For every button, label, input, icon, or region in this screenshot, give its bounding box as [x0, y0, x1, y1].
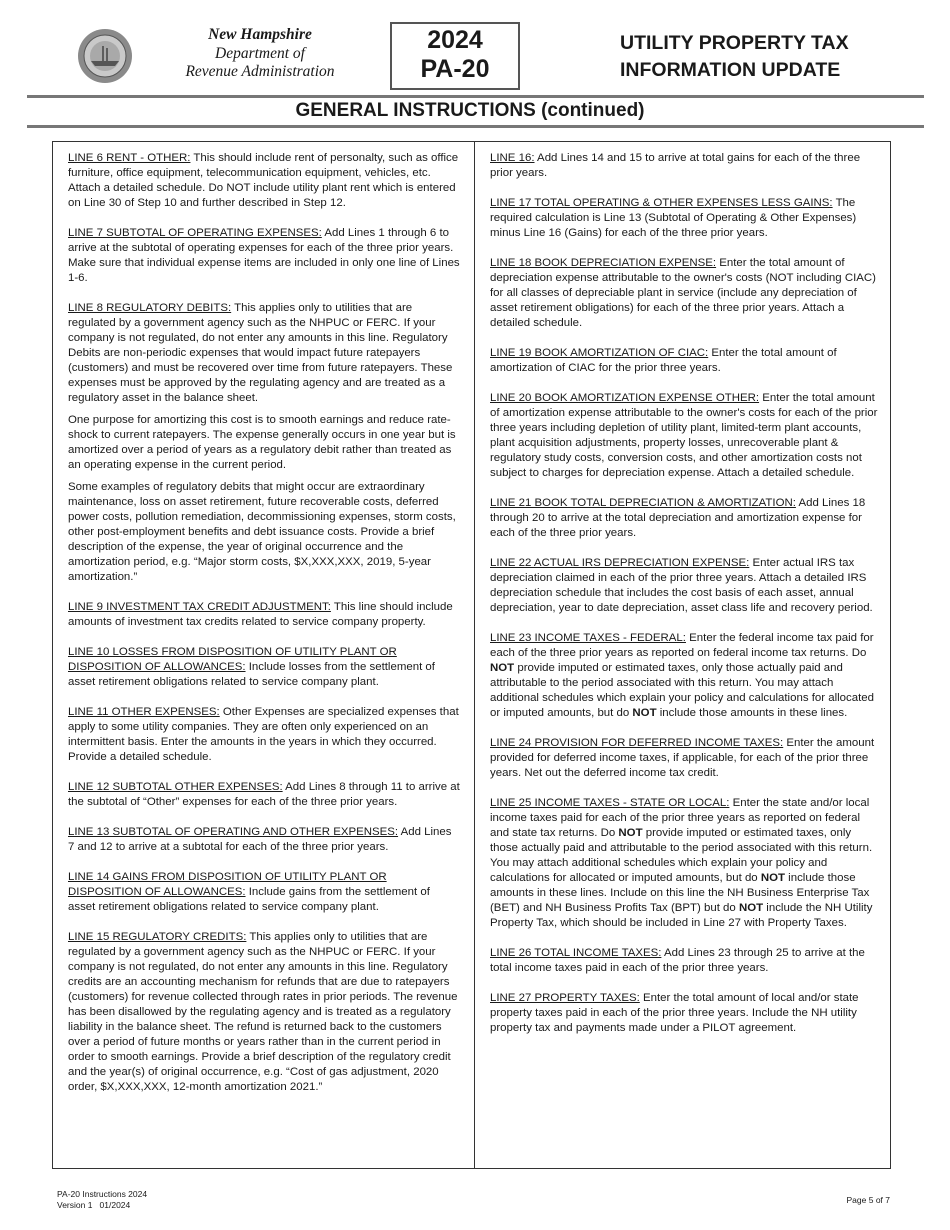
form-title-line-2: INFORMATION UPDATE: [620, 59, 841, 81]
section-heading: GENERAL INSTRUCTIONS (continued): [295, 100, 645, 121]
instruction-line-9: LINE 9 INVESTMENT TAX CREDIT ADJUSTMENT: This line should include amounts of investment tax credits related to service company property.: [68, 601, 453, 628]
agency-line-3: Revenue Administration: [185, 63, 335, 80]
instruction-line-24: LINE 24 PROVISION FOR DEFERRED INCOME TAXES: Enter the amount provided for deferred income taxes, if applicable, for each of the prior three years. Net out the deferred income tax credit.: [490, 737, 875, 779]
left-column: [68, 151, 460, 1110]
instruction-line-8-examples: Some examples of regulatory debits that might occur are extraordinary maintenance, loss on asset retirement, future recoverable costs, deferred power costs, pollution remediation, decommissioning expenses, storm costs, other post-employment benefits and debt issuance costs. Provide a brief description of the expense, the year of original occurrence and the amortization period, e.g. “Major storm costs, $X,XXX,XXX, 2019, 5-year amortization.”: [68, 481, 456, 583]
instruction-line-20: LINE 20 BOOK AMORTIZATION EXPENSE OTHER: Enter the total amount of amortization expense attributable to the owner's costs for each of the prior three years including depletion of utility plant, limited-term plant accounts, plant acquisition adjustments, property losses, unrecoverable plant & regulatory study costs, conversion costs, and other amortization costs not subject to charges for depreciation expense. Attach a detailed schedule.: [490, 392, 878, 479]
state-seal-icon: [77, 28, 133, 84]
instruction-line-14: LINE 14 GAINS FROM DISPOSITION OF UTILITY PLANT OR DISPOSITION OF ALLOWANCES: Include gains from the settlement of asset retirement obligations related to service company plant.: [68, 871, 430, 913]
instruction-line-18: LINE 18 BOOK DEPRECIATION EXPENSE: Enter the total amount of depreciation expense attributable to the owner's costs (NOT including CIAC) for all classes of depreciable plant in service (include any depreciation of asset retirement obligations) for each of the three prior years. Attach a detailed schedule.: [490, 257, 876, 329]
instruction-line-6: LINE 6 RENT - OTHER: This should include rent of personalty, such as office furniture, office equipment, telecommunication equipment, vehicles, etc. Attach a detailed schedule. Do NOT include utility plant rent which is entered on Line 30 of Step 10 and further described in Step 12.: [68, 152, 459, 209]
agency-line-1: New Hampshire: [208, 26, 312, 43]
instruction-line-22: LINE 22 ACTUAL IRS DEPRECIATION EXPENSE: Enter actual IRS tax depreciation claimed in each of the prior three years. Attach a detailed IRS depreciation schedule that includes the cost basis of each asset, annual depreciation, year to date depreciation, asset class life and recovery period.: [490, 557, 873, 614]
instruction-line-26: LINE 26 TOTAL INCOME TAXES: Add Lines 23 through 25 to arrive at the total income taxes paid in each of the prior three years.: [490, 947, 865, 974]
header-divider-bottom: [27, 125, 924, 128]
instruction-line-12: LINE 12 SUBTOTAL OTHER EXPENSES: Add Lines 8 through 11 to arrive at the subtotal of “Other” expenses for each of the three prior years.: [68, 781, 460, 808]
column-divider: [474, 141, 475, 1169]
instruction-line-11: LINE 11 OTHER EXPENSES: Other Expenses are specialized expenses that apply to some utility companies. They are often only experienced on an intermittent basis. Enter the amounts in the years in which they occurred. Provide a detailed schedule.: [68, 706, 459, 763]
instruction-line-8-purpose: One purpose for amortizing this cost is to smooth earnings and reduce rate-shock to current ratepayers. The expense generally occurs in one year but is amortized over a period of years as a regulatory debit rather than treated as an operating expense in the current period.: [68, 414, 456, 471]
instruction-line-8: LINE 8 REGULATORY DEBITS: This applies only to utilities that are regulated by a government agency such as the NHPUC or FERC. If your company is not regulated, do not enter any amounts in this line. Regulatory Debits are non-periodic expenses that would impact future ratepayers (customers) and must be recovered over time from future ratepayers. These expenses must be approved by the regulating agency and are treated as a regulatory asset in the balance sheet.: [68, 302, 453, 404]
page-number: Page 5 of 7: [846, 1195, 890, 1205]
instruction-line-25: LINE 25 INCOME TAXES - STATE OR LOCAL: Enter the state and/or local income taxes paid for each of the prior three years as reported on federal and state tax returns. Do NOT provide imputed or estimated taxes, only those actually paid and attributable to the period associated with this return. You may attach additional schedules which explain your policy and calculations for allocated or imputed amounts, but do NOT include those amounts in these lines. Include on this line the NH Business Enterprise Tax (BET) and NH Business Profits Tax (BPT) but do NOT include the NH Utility Property Tax, which should be included in Line 27 with Property Taxes.: [490, 797, 873, 929]
instruction-line-23: LINE 23 INCOME TAXES - FEDERAL: Enter the federal income tax paid for each of the three prior years as reported on federal income tax returns. Do NOT provide imputed or estimated taxes, only those actually paid and attributable to the period associated with this return. You may attach additional schedules which explain your policy and calculations for allocated or imputed amounts, but do NOT include those amounts in these lines.: [490, 632, 875, 719]
instruction-line-16: LINE 16: Add Lines 14 and 15 to arrive at total gains for each of the three prior years.: [490, 152, 861, 179]
instruction-line-10: LINE 10 LOSSES FROM DISPOSITION OF UTILITY PLANT OR DISPOSITION OF ALLOWANCES: Include losses from the settlement of asset retirement obligations related to service company plant.: [68, 646, 435, 688]
instruction-line-19: LINE 19 BOOK AMORTIZATION OF CIAC: Enter the total amount of amortization of CIAC for the prior three years.: [490, 347, 837, 374]
instruction-line-15: LINE 15 REGULATORY CREDITS: This applies only to utilities that are regulated by a government agency such as the NHPUC or FERC. If your company is not regulated, do not enter any amounts in this line. Regulatory credits are an accounting mechanism for refunds that are due to ratepayers (customers) for revenue collected through rates in prior periods. The revenue has been disallowed by the regulating agency and is treated as a regulatory liability in the balance sheet. The refund is returned back to the customers over a period of future months or years rather than in the current period in order to smooth earnings. Provide a brief description of the regulatory credit and the year(s) of original occurrence, e.g. “Cost of gas adjustment, 2020 order, $X,XXX,XXX, 12-month amortization 2021.”: [68, 931, 458, 1093]
right-column: [490, 151, 880, 1051]
agency-name: [160, 26, 360, 82]
form-number: PA-20: [420, 55, 490, 83]
footer-version: Version 1 01/2024: [57, 1200, 131, 1210]
agency-line-2: Department of: [215, 44, 305, 62]
form-title: [570, 30, 900, 84]
instruction-line-27: LINE 27 PROPERTY TAXES: Enter the total amount of local and/or state property taxes paid in each of the prior three years. Include the NH utility property tax and payments made under a PILOT agreement.: [490, 992, 859, 1034]
footer-doc-info: [57, 1189, 147, 1211]
form-id-box: [390, 22, 520, 90]
footer-doc-name: PA-20 Instructions 2024: [57, 1189, 148, 1199]
instruction-line-21: LINE 21 BOOK TOTAL DEPRECIATION & AMORTIZATION: Add Lines 18 through 20 to arrive at the total depreciation and amortization expense for each of the three prior years.: [490, 497, 866, 539]
form-year: 2024: [427, 26, 483, 54]
form-title-line-1: UTILITY PROPERTY TAX: [620, 32, 849, 54]
instruction-line-13: LINE 13 SUBTOTAL OF OPERATING AND OTHER EXPENSES: Add Lines 7 and 12 to arrive at a subtotal for each of the three prior years.: [68, 826, 452, 853]
instruction-line-17: LINE 17 TOTAL OPERATING & OTHER EXPENSES LESS GAINS: The required calculation is Line 13 (Subtotal of Operating & Other Expenses) minus Line 16 (Gains) for each of the three prior years.: [490, 197, 857, 239]
instruction-line-7: LINE 7 SUBTOTAL OF OPERATING EXPENSES: Add Lines 1 through 6 to arrive at the subtotal of operating expenses for each of the three prior years. Make sure that individual expense items are included in only one line of Lines 1-6.: [68, 227, 460, 284]
header-divider-top: [27, 95, 924, 98]
